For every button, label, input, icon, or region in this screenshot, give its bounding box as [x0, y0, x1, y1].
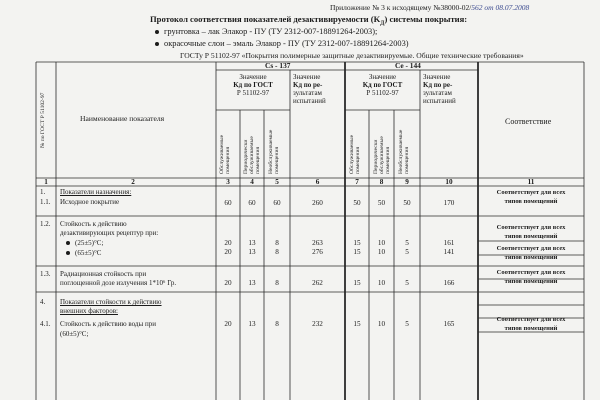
table-cell: 10	[377, 279, 386, 287]
table-cell: 50	[353, 199, 361, 207]
table-cell: 15	[353, 239, 361, 247]
compliance-line: типов помещений	[504, 198, 558, 205]
table-cell: 60	[248, 199, 256, 207]
subheader-served-ce: Обслуживаемые помещения	[349, 134, 361, 174]
group-header-cs137: Cs - 137	[265, 61, 291, 70]
col-number: 5	[275, 178, 279, 186]
header-line: Kд по ГОСТ	[233, 81, 273, 89]
header-line: Значение	[239, 73, 267, 81]
header-line: Kд по ре-	[293, 81, 323, 89]
table-cell: 232	[312, 320, 323, 328]
table-cell: 5	[405, 239, 409, 247]
table-cell: 170	[443, 199, 455, 207]
row-name-bullet	[66, 239, 103, 248]
row-name: поглощенной дозе излучения 1*10⁶ Гр.	[60, 279, 177, 287]
compliance-line: Соответствует для всех	[496, 245, 566, 252]
row-number: 1.3.	[40, 270, 51, 278]
table-cell: 60	[224, 199, 232, 207]
row-number: 1.1.	[40, 198, 51, 206]
table-cell: 20	[224, 279, 232, 287]
table-cell: 8	[275, 320, 279, 328]
row-number: 4.	[40, 298, 46, 306]
row-name-bullet	[66, 249, 101, 258]
table-cell: 13	[248, 239, 256, 247]
col-number: 7	[355, 178, 359, 186]
col-number: 9	[405, 178, 409, 186]
col-header-compliance: Соответствие	[505, 117, 552, 126]
subheader-served-cs: Обслуживаемые помещения	[219, 134, 231, 174]
gost-value-header-ce	[347, 73, 418, 97]
col-number: 10	[445, 178, 453, 186]
header-line: Значение	[368, 73, 397, 81]
row-name: Стойкость к действию	[60, 220, 127, 228]
table-cell: 50	[377, 199, 386, 207]
table-cell: 10	[377, 320, 386, 328]
header-line: Значение	[423, 73, 451, 81]
table-cell: 161	[443, 239, 455, 247]
row-name: Показатели стойкости к действию	[60, 298, 162, 306]
table-cell: 5	[405, 320, 409, 328]
table-cell: 5	[405, 279, 409, 287]
test-value-header-cs	[293, 73, 343, 105]
col-number: 2	[131, 178, 135, 186]
row-number: 1.2.	[40, 220, 51, 228]
compliance-line: Соответствует для всех	[496, 224, 566, 231]
row-number: 4.1.	[40, 320, 51, 328]
row-name: Радиационная стойкость при	[60, 270, 147, 278]
row-name-text: (25±5)°С;	[75, 239, 104, 247]
bullet-icon	[66, 251, 70, 255]
compliance-line: типов помещений	[504, 254, 558, 261]
table-cell: 10	[377, 248, 386, 256]
table-cell: 13	[248, 248, 256, 256]
table-cell: 166	[443, 279, 455, 287]
table-cell: 8	[275, 239, 279, 247]
compliance-text	[481, 188, 581, 206]
subheader-periodic-cs: Периодически обслуживаемые помещения	[243, 136, 261, 174]
subheader-periodic-ce: Периодически обслуживаемые помещения	[373, 136, 391, 174]
compliance-text	[481, 244, 581, 262]
header-line: Р 51102-97	[366, 89, 399, 97]
title-end: ) системы покрытия:	[384, 14, 468, 24]
test-value-header-ce	[423, 73, 477, 105]
row-name: (60±5)°С;	[60, 330, 89, 338]
table-cell: 276	[312, 248, 323, 256]
compliance-text	[481, 223, 581, 241]
table-cell: 60	[273, 199, 281, 207]
table-cell: 8	[275, 248, 279, 256]
row-name: внешних факторов:	[60, 307, 118, 315]
table-cell: 13	[248, 279, 256, 287]
compliance-line: типов помещений	[504, 233, 558, 240]
col-number: 1	[44, 178, 48, 186]
row-name: Стойкость к действию воды при	[60, 320, 156, 328]
appendix-text: Приложение № 3 к исходящему №38000-02/	[330, 3, 472, 12]
header-line: Значение	[293, 73, 321, 81]
col-number: 6	[315, 178, 320, 186]
row-name-text: (65±5)°С	[75, 249, 102, 257]
table-cell: 263	[312, 239, 323, 247]
table-cell: 5	[405, 248, 409, 256]
table-cell: 13	[248, 320, 256, 328]
gost-reference: ГОСТу Р 51102-97 «Покрытия полимерные защитные дезактивируемые. Общие технические требования»	[180, 51, 524, 60]
compliance-line: типов помещений	[504, 278, 558, 285]
table-cell: 8	[275, 279, 279, 287]
title-subscript: Д	[380, 20, 385, 27]
row-name: Исходное покрытие	[60, 198, 120, 206]
table-cell: 15	[353, 320, 361, 328]
coating-1-text: грунтовка – лак Элакор - ПУ (ТУ 2312-007-18891264-2003);	[164, 27, 378, 36]
col-number: 4	[250, 178, 254, 186]
row-name: дезактивирующих рецептур при:	[60, 229, 159, 237]
header-line: зультатам	[293, 89, 322, 97]
table-cell: 50	[403, 199, 411, 207]
header-line: испытаний	[423, 97, 456, 105]
col-header-name: Наименование показателя	[80, 114, 165, 123]
table-cell: 10	[377, 239, 386, 247]
col-number: 3	[226, 178, 230, 186]
table-cell: 141	[443, 248, 455, 256]
table-cell: 15	[353, 279, 361, 287]
bullet-icon	[66, 241, 70, 245]
compliance-text	[481, 268, 581, 286]
table-cell: 20	[224, 320, 232, 328]
compliance-line: Соответствует для всех	[496, 189, 566, 196]
compliance-line: Соответствует для всех	[496, 269, 566, 276]
compliance-text	[481, 315, 581, 333]
header-line: Kд по ГОСТ	[362, 81, 403, 89]
table-cell: 262	[312, 279, 323, 287]
compliance-line: Соответствует для всех	[496, 316, 566, 323]
group-header-ce144: Ce - 144	[395, 61, 421, 70]
header-line: Р 51102-97	[236, 89, 270, 97]
table-cell: 20	[224, 248, 232, 256]
compliance-line: типов помещений	[504, 325, 558, 332]
header-line: Kд по ре-	[423, 81, 453, 89]
col-number: 8	[379, 178, 384, 186]
gost-value-header-cs	[218, 73, 288, 97]
table-cell: 15	[353, 248, 361, 256]
title-text: Протокол соответствия показателей дезактивируемости (K	[150, 14, 381, 24]
handwritten-date: 562 от 08.07.2008	[471, 3, 530, 12]
row-name: Показатели назначения:	[60, 188, 132, 196]
header-line: зультатам	[423, 89, 452, 97]
table-cell: 260	[312, 199, 323, 207]
header-line: испытаний	[293, 97, 326, 105]
subheader-unserved-cs: Необслуживаемые помещения	[268, 129, 280, 174]
col-number: 11	[527, 178, 535, 186]
row-number: 1.	[40, 188, 46, 196]
col-header-gost-number: № по ГОСТ Р 51102-97	[40, 92, 46, 148]
table-cell: 165	[443, 320, 455, 328]
coating-2-text: окрасочные слои – эмаль Элакор - ПУ (ТУ 2312-007-18891264-2003)	[164, 39, 409, 48]
subheader-unserved-ce: Необслуживаемые помещения	[398, 129, 410, 174]
table-cell: 20	[224, 239, 232, 247]
